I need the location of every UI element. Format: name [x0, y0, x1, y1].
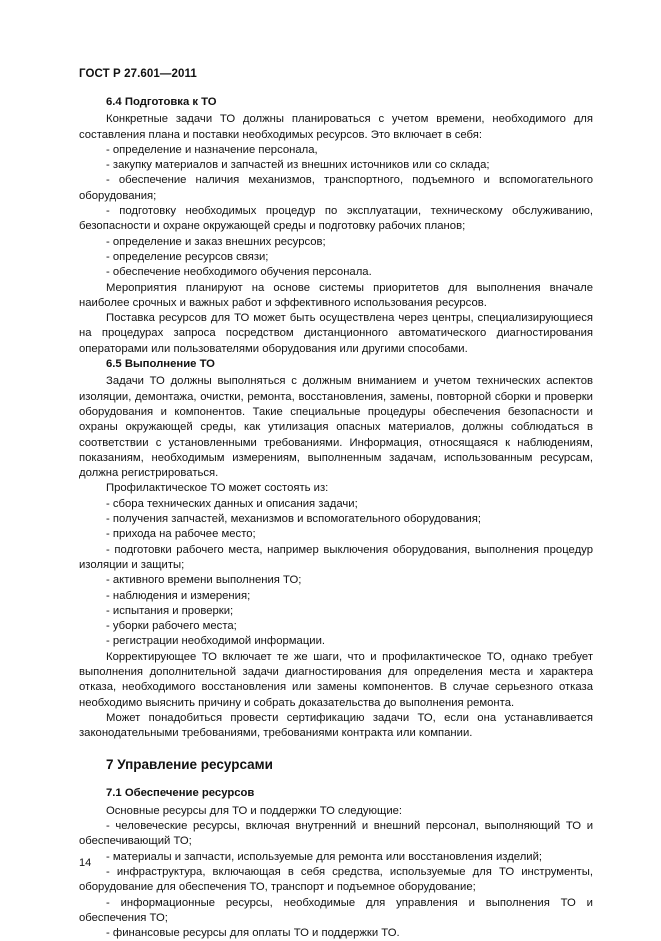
section-7-1-heading: 7.1 Обеспечение ресурсов [106, 787, 255, 800]
list-item: - получения запчастей, механизмов и вспомогательного оборудования; [106, 513, 481, 526]
list-item: - прихода на рабочее место; [106, 528, 256, 541]
list-item: - информационные ресурсы, необходимые для управления и выполнения ТО и обеспечения ТО; [79, 896, 593, 924]
page-number: 14 [79, 857, 92, 869]
section-6-4-paragraph: Мероприятия планируют на основе системы приоритетов для выполнения вначале наиболее срочных и важных работ и эффективного использования ресурсов. [79, 281, 593, 309]
list-item: - подготовки рабочего места, например выключения оборудования, выполнения процедур изоляции и защиты; [79, 543, 593, 571]
section-6-5-paragraph: Может понадобиться провести сертификацию задачи ТО, если она устанавливается законодательными требованиями, требованиями контракта или компании. [79, 711, 593, 740]
document-body [79, 95, 593, 941]
section-6-4-heading: 6.4 Подготовка к ТО [106, 96, 217, 108]
section-6-5-heading: 6.5 Выполнение ТО [106, 358, 215, 371]
section-6-4-paragraph: Конкретные задачи ТО должны планироваться с учетом времени, необходимого для составления плана и поставки необходимых ресурсов. Это включает в себя: [79, 113, 593, 141]
list-item: - подготовку необходимых процедур по эксплуатации, техническому обслуживанию, безопасности и охране окружающей среды и подготовку рабочих планов; [79, 205, 593, 233]
list-item: - определение и заказ внешних ресурсов; [106, 235, 326, 248]
list-item: - определение и назначение персонала, [106, 143, 318, 156]
list-item: - регистрации необходимой информации. [106, 635, 326, 648]
section-7-1-paragraph: Основные ресурсы для ТО и поддержки ТО следующие: [106, 804, 403, 817]
list-item: - финансовые ресурсы для оплаты ТО и поддержки ТО. [106, 927, 400, 940]
section-6-5-paragraph: Задачи ТО должны выполняться с должным вниманием и учетом технических аспектов изоляции, демонтажа, очистки, ремонта, восстановления, замены, повторной сборки и проверки оборудования и компонентов. Такие специальные процедуры обеспечения безопасности и охраны окружающей среды, как утилизация опасных материалов, должны соблюдаться в соответствии с установленными требованиями. Информация, относящаяся к наблюдениям, показаниям, необходимым измерениям, выполненным задачам, использованным ресурсам, должна регистрироваться. [79, 375, 593, 480]
list-item: - уборки рабочего места; [106, 620, 237, 633]
list-item: - закупку материалов и запчастей из внешних источников или со склада; [106, 159, 490, 172]
section-7-heading: 7 Управление ресурсами [106, 757, 273, 773]
list-item: - наблюдения и измерения; [106, 589, 251, 602]
list-item: - сбора технических данных и описания задачи; [106, 497, 358, 510]
section-6-5-paragraph: Профилактическое ТО может состоять из: [106, 482, 329, 495]
list-item: - испытания и проверки; [106, 604, 234, 617]
list-item: - человеческие ресурсы, включая внутренний и внешний персонал, выполняющий ТО и обеспечивающий ТО; [79, 820, 593, 848]
list-item: - определение ресурсов связи; [106, 250, 269, 263]
document-code: ГОСТ Р 27.601—2011 [79, 68, 197, 80]
section-6-4-paragraph: Поставка ресурсов для ТО может быть осуществлена через центры, специализирующиеся на процедурах запроса посредством дистанционного автоматического диагностирования операторами или пользователями оборудования или другими способами. [79, 312, 593, 355]
list-item: - материалы и запчасти, используемые для ремонта или восстановления изделий; [106, 850, 543, 863]
section-6-5-paragraph: Корректирующее ТО включает те же шаги, что и профилактическое ТО, однако требует выполнения дополнительной задачи диагностирования для определения места и характера отказа, необходимого восстановления или замены компонентов. В случае серьезного отказа необходимо выяснить причину и собрать доказательства до выполнения ремонта. [79, 650, 593, 709]
list-item: - активного времени выполнения ТО; [106, 574, 302, 587]
list-item: - обеспечение наличия механизмов, транспортного, подъемного и вспомогательного оборудования; [79, 174, 593, 202]
list-item: - инфраструктура, включающая в себя средства, используемые для ТО инструменты, оборудование для обеспечения ТО, транспорт и подъемное оборудование; [79, 865, 593, 894]
list-item: - обеспечение необходимого обучения персонала. [106, 266, 372, 279]
